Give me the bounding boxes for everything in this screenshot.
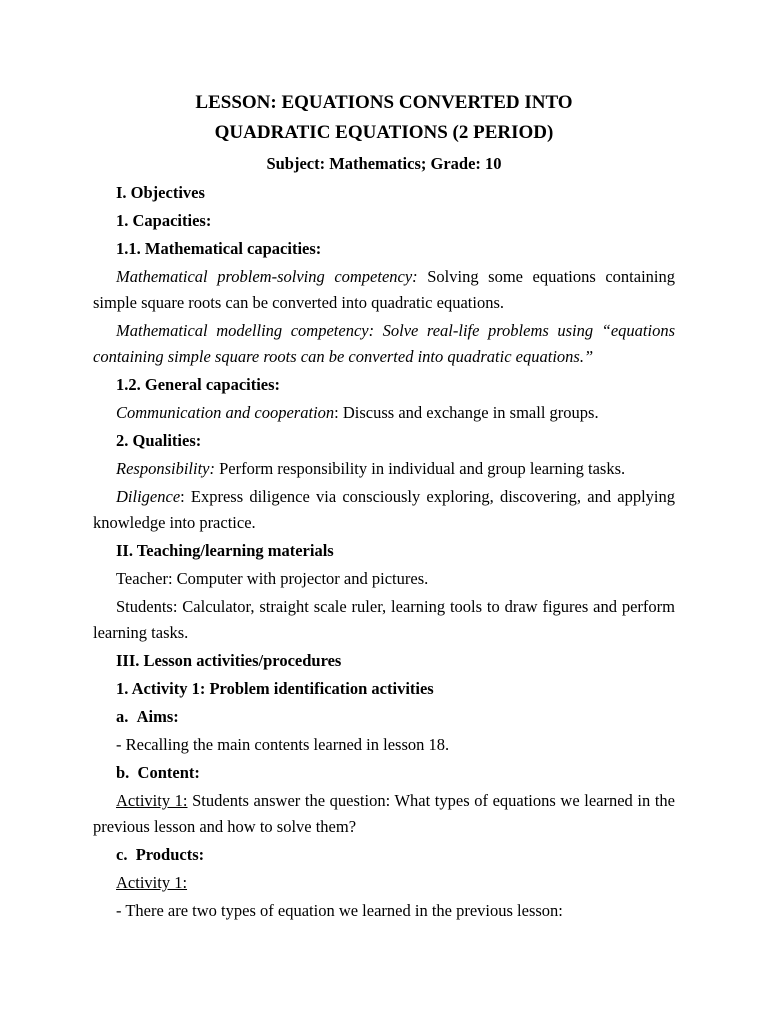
activities-heading: III. Lesson activities/procedures (116, 651, 342, 670)
products-activity-label: Activity 1: (116, 873, 188, 892)
qualities-heading: 2. Qualities: (116, 431, 202, 450)
communication-paragraph (93, 400, 675, 426)
products-activity-paragraph (93, 870, 675, 896)
problem-solving-text: Solving some equations containing simple square roots can be converted into quadratic equations. (93, 267, 676, 312)
general-capacities-heading: 1.2. General capacities: (116, 375, 281, 394)
products-paragraph: - There are two types of equation we learned in the previous lesson: (116, 901, 563, 920)
products-heading: c. Products: (116, 845, 205, 864)
activity1-heading: 1. Activity 1: Problem identification activities (116, 679, 434, 698)
problem-solving-paragraph (93, 264, 675, 316)
math-capacities-heading: 1.1. Mathematical capacities: (116, 239, 322, 258)
content-paragraph (93, 788, 675, 840)
lesson-title-line-1: LESSON: EQUATIONS CONVERTED INTO (195, 92, 573, 113)
content-activity-text: Students answer the question: What types of equations we learned in the previous lesson and how to solve them? (93, 791, 675, 836)
students-paragraph: Students: Calculator, straight scale ruler, learning tools to draw figures and perform learning tasks. (93, 597, 675, 642)
document-page (93, 88, 675, 926)
responsibility-text: Perform responsibility in individual and group learning tasks. (214, 459, 626, 478)
objectives-heading: I. Objectives (116, 183, 205, 202)
materials-heading: II. Teaching/learning materials (116, 541, 334, 560)
aims-heading: a. Aims: (116, 707, 179, 726)
content-heading: b. Content: (116, 763, 200, 782)
aims-paragraph: - Recalling the main contents learned in lesson 18. (116, 735, 450, 754)
capacities-heading: 1. Capacities: (116, 211, 212, 230)
lesson-title-line-2: QUADRATIC EQUATIONS (2 PERIOD) (214, 122, 554, 143)
communication-text: : Discuss and exchange in small groups. (334, 403, 599, 422)
teacher-paragraph: Teacher: Computer with projector and pictures. (116, 569, 429, 588)
problem-solving-label: Mathematical problem-solving competency: (116, 267, 418, 286)
diligence-text: : Express diligence via consciously exploring, discovering, and applying knowledge into practice. (93, 487, 675, 532)
content-activity-label: Activity 1: (116, 791, 188, 810)
lesson-subtitle: Subject: Mathematics; Grade: 10 (266, 154, 502, 173)
communication-label: Communication and cooperation (116, 403, 335, 422)
diligence-paragraph (93, 484, 675, 536)
diligence-label: Diligence (116, 487, 181, 506)
responsibility-paragraph (93, 456, 675, 482)
modelling-paragraph: Mathematical modelling competency: Solve real-life problems using “equations containing simple square roots can be converted into quadratic equations.” (93, 321, 675, 366)
responsibility-label: Responsibility: (116, 459, 215, 478)
lesson-title (93, 88, 675, 148)
